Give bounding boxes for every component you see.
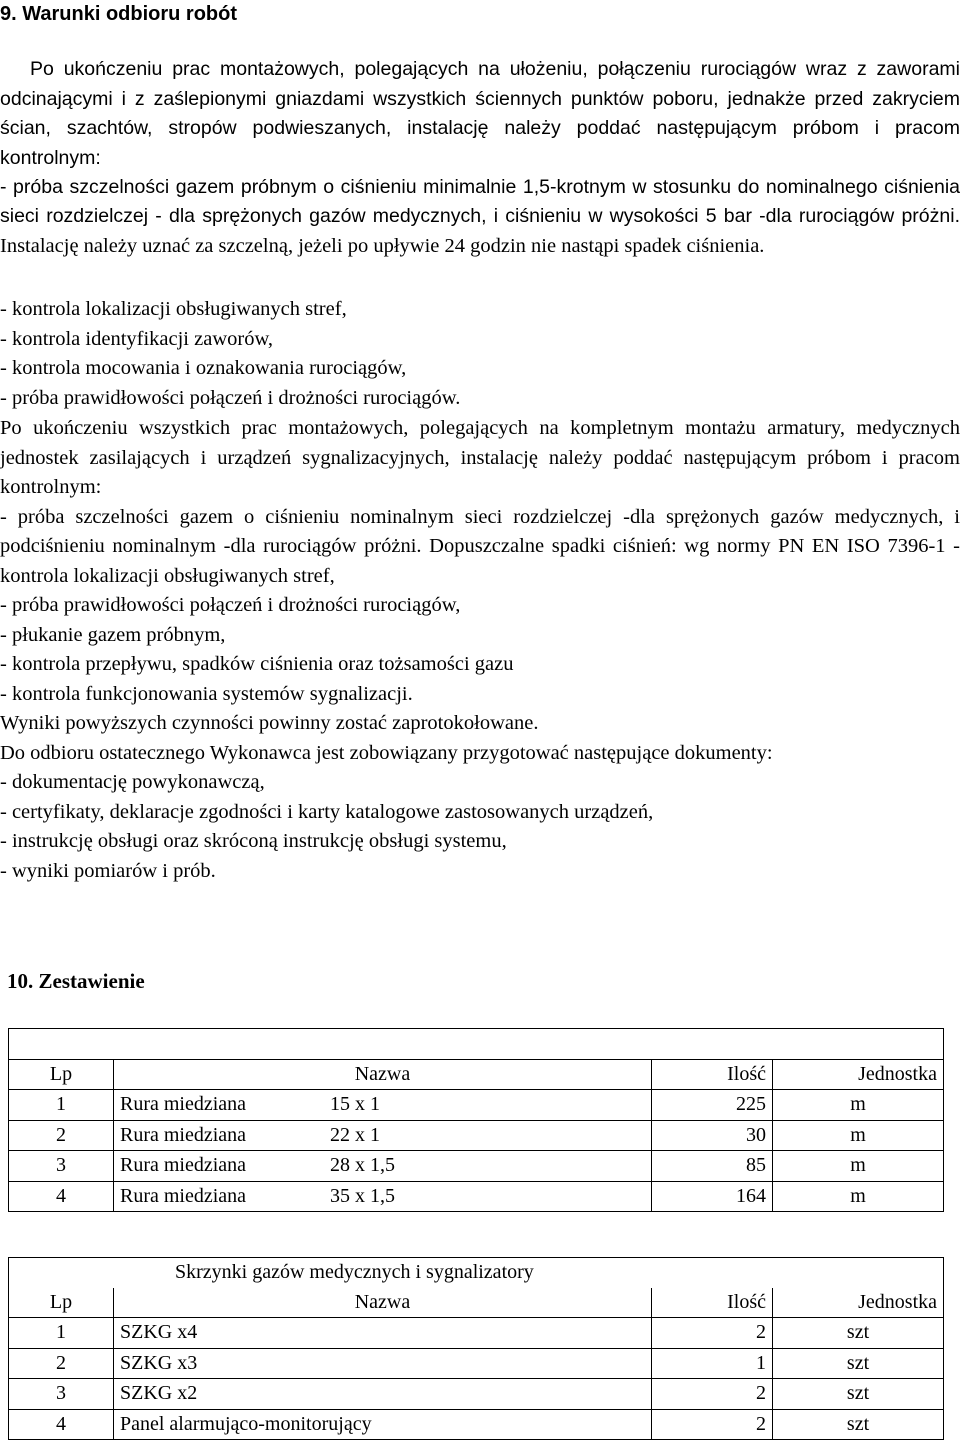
document-item: - wyniki pomiarów i prób. bbox=[0, 859, 216, 882]
cell-lp: 4 bbox=[9, 1181, 114, 1212]
table-row bbox=[9, 1409, 944, 1440]
table-title bbox=[9, 1029, 944, 1060]
cell-lp: 2 bbox=[9, 1120, 114, 1151]
table-title-row bbox=[9, 1258, 944, 1288]
cell-lp: 1 bbox=[9, 1318, 114, 1349]
cell-unit: m bbox=[773, 1120, 944, 1151]
cell-name: Rura miedziana 28 x 1,5 bbox=[114, 1151, 652, 1182]
cell-name: Rura miedziana 22 x 1 bbox=[114, 1120, 652, 1151]
cell-unit: m bbox=[773, 1151, 944, 1182]
section-9-heading: 9. Warunki odbioru robót bbox=[0, 3, 238, 25]
header-ilosc: Ilość bbox=[652, 1059, 773, 1090]
cell-qty: 1 bbox=[652, 1348, 773, 1379]
header-jednostka: Jednostka bbox=[773, 1059, 944, 1090]
cell-size: 28 x 1,5 bbox=[330, 1154, 395, 1177]
table-row bbox=[9, 1090, 944, 1121]
cell-qty: 2 bbox=[652, 1409, 773, 1440]
cell-name: SZKG x3 bbox=[114, 1348, 652, 1379]
cell-qty: 2 bbox=[652, 1379, 773, 1410]
table-title: Skrzynki gazów medycznych i sygnalizatory bbox=[9, 1258, 944, 1288]
table-row bbox=[9, 1318, 944, 1349]
cell-size: 15 x 1 bbox=[330, 1093, 380, 1116]
pressure-test-tail: Instalację należy uznać za szczelną, jeżeli po upływie 24 godzin nie nastąpi spadek ciśnienia. bbox=[0, 234, 765, 257]
header-lp: Lp bbox=[9, 1288, 114, 1318]
table-row bbox=[9, 1348, 944, 1379]
check-line: - płukanie gazem próbnym, bbox=[0, 623, 226, 646]
documents-intro: Do odbioru ostatecznego Wykonawca jest zobowiązany przygotować następujące dokumenty: bbox=[0, 741, 773, 764]
header-nazwa: Nazwa bbox=[114, 1059, 652, 1090]
table-title-row bbox=[9, 1029, 944, 1060]
cell-qty: 85 bbox=[652, 1151, 773, 1182]
results-line: Wyniki powyższych czynności powinny zostać zaprotokołowane. bbox=[0, 712, 539, 734]
check-line: - próba prawidłowości połączeń i drożności rurociągów, bbox=[0, 594, 461, 616]
cell-qty: 164 bbox=[652, 1181, 773, 1212]
cell-unit: szt bbox=[773, 1348, 944, 1379]
header-lp: Lp bbox=[9, 1059, 114, 1090]
table-header-row bbox=[9, 1059, 944, 1090]
cell-lp: 1 bbox=[9, 1090, 114, 1121]
table-row bbox=[9, 1379, 944, 1410]
section-9 bbox=[0, 0, 960, 261]
cell-name: Rura miedziana 15 x 1 bbox=[114, 1090, 652, 1121]
document-item: - instrukcję obsługi oraz skróconą instrukcję obsługi systemu, bbox=[0, 830, 507, 852]
check-line: - próba prawidłowości połączeń i drożności rurociągów. bbox=[0, 386, 461, 409]
cell-unit: szt bbox=[773, 1318, 944, 1349]
final-test-paragraph: - próba szczelności gazem o ciśnieniu nominalnym sieci rozdzielczej -dla sprężonych gazów medycznych, i podciśnieniu nominalnym -dla rurociągów próżni. Dopuszczalne spadki ciśnień: wg normy PN EN ISO 7396-1 - kontrola lokalizacji obsługiwanych stref, bbox=[0, 505, 960, 587]
cell-name: SZKG x4 bbox=[114, 1318, 652, 1349]
cell-qty: 2 bbox=[652, 1318, 773, 1349]
section-10-heading: 10. Zestawienie bbox=[7, 969, 145, 993]
cell-size: 35 x 1,5 bbox=[330, 1184, 395, 1207]
cell-qty: 30 bbox=[652, 1120, 773, 1151]
cell-lp: 4 bbox=[9, 1409, 114, 1440]
pressure-test-paragraph: - próba szczelności gazem próbnym o ciśnieniu minimalnie 1,5-krotnym w stosunku do nominalnego ciśnienia sieci rozdzielczej - dla sprężonych gazów medycznych, i ciśnieniu w wysokości 5 bar -dla rurociągów próżni. Instalację należy uznać za szczelną, jeżeli po upływie 24 godzin nie nastąpi spadek ciśnienia. bbox=[0, 176, 960, 257]
cell-lp: 3 bbox=[9, 1151, 114, 1182]
check-line: - kontrola mocowania i oznakowania rurociągów, bbox=[0, 357, 407, 379]
cell-size: 22 x 1 bbox=[330, 1123, 380, 1146]
header-ilosc: Ilość bbox=[652, 1288, 773, 1318]
table-row bbox=[9, 1181, 944, 1212]
cell-lp: 2 bbox=[9, 1348, 114, 1379]
cell-unit: szt bbox=[773, 1379, 944, 1410]
cell-qty: 225 bbox=[652, 1090, 773, 1121]
final-assembly-paragraph: Po ukończeniu wszystkich prac montażowych, polegających na kompletnym montażu armatury, medycznych jednostek zasilających i urządzeń sygnalizacyjnych, instalację należy poddać następującym próbom i pracom kontrolnym: bbox=[0, 417, 960, 498]
pipes-table bbox=[8, 1028, 944, 1212]
document-item: - certyfikaty, deklaracje zgodności i karty katalogowe zastosowanych urządzeń, bbox=[0, 800, 654, 823]
header-jednostka: Jednostka bbox=[773, 1288, 944, 1318]
table-header-row bbox=[9, 1288, 944, 1318]
table-row bbox=[9, 1120, 944, 1151]
cell-name: Rura miedziana 35 x 1,5 bbox=[114, 1181, 652, 1212]
section-9-checks bbox=[0, 295, 960, 886]
cell-name: Panel alarmująco-monitorujący bbox=[114, 1409, 652, 1440]
check-line: - kontrola funkcjonowania systemów sygnalizacji. bbox=[0, 682, 413, 705]
cell-name: SZKG x2 bbox=[114, 1379, 652, 1410]
cell-lp: 3 bbox=[9, 1379, 114, 1410]
cell-unit: m bbox=[773, 1090, 944, 1121]
header-nazwa: Nazwa bbox=[114, 1288, 652, 1318]
check-line: - kontrola identyfikacji zaworów, bbox=[0, 327, 274, 350]
check-line: - kontrola przepływu, spadków ciśnienia oraz tożsamości gazu bbox=[0, 653, 514, 675]
check-line: - kontrola lokalizacji obsługiwanych stref, bbox=[0, 298, 347, 320]
cell-unit: m bbox=[773, 1181, 944, 1212]
cell-unit: szt bbox=[773, 1409, 944, 1440]
document-item: - dokumentację powykonawczą, bbox=[0, 771, 265, 793]
intro-paragraph: Po ukończeniu prac montażowych, polegających na ułożeniu, połączeniu rurociągów wraz z zaworami odcinającymi i z zaślepionymi gniazdami wszystkich ściennych punktów poboru, jednakże przed zakryciem ścian, szachtów, stropów podwieszanych, instalację należy poddać następującym próbom i pracom kontrolnym: bbox=[0, 58, 960, 169]
cabinets-table bbox=[8, 1257, 944, 1440]
table-row bbox=[9, 1151, 944, 1182]
